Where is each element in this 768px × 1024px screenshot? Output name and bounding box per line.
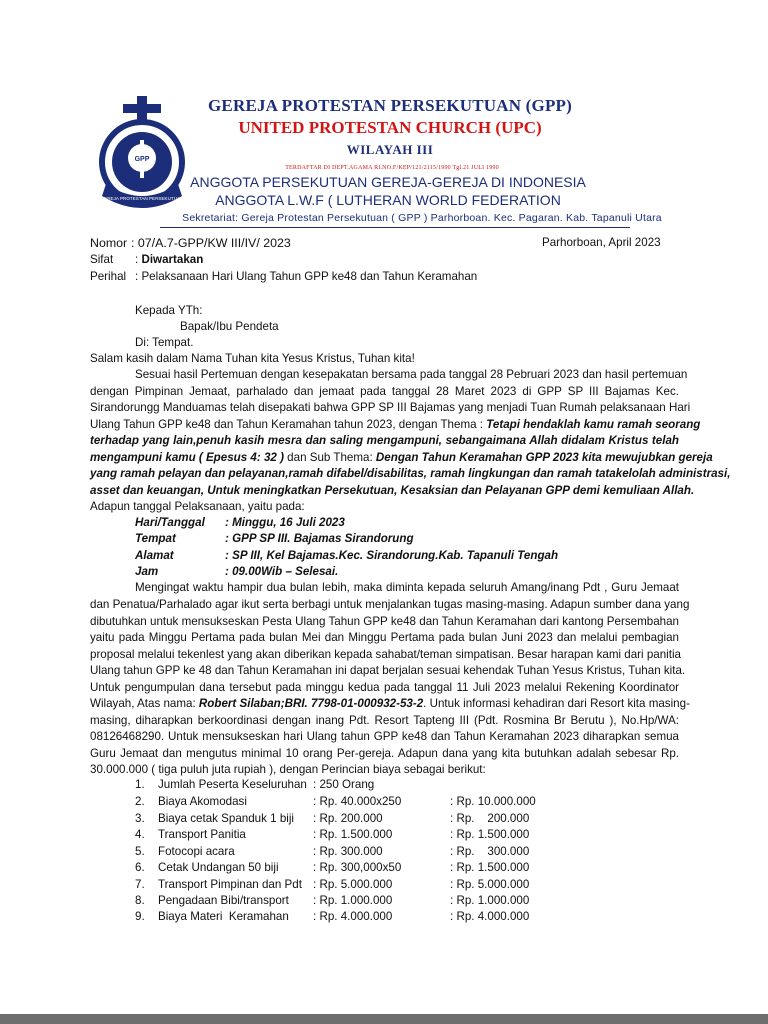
cost-row-3-number: 3. [135, 812, 145, 825]
paragraph-1-line-4-start: Ulang Tahun GPP ke48 dan Tahun Keramahan tahun 2023, dengan Thema : [90, 418, 483, 431]
cost-row-2-calc: : Rp. 40.000x250 [313, 795, 402, 808]
sub-theme-label: dan Sub Thema: [287, 451, 373, 464]
sub-theme-start: Dengan Tahun Keramahan GPP 2023 kita mewujubkan gereja [375, 451, 713, 464]
paragraph-2-line-6: Ulang tahun GPP ke 48 dan Tahun Keramahan ini dapat berjalan sesuai kehendak Tuhan Yesus Kristus, Tuhan kita. [90, 664, 686, 677]
cost-row-8-total: : Rp. 1.000.000 [450, 894, 530, 907]
cost-row-9-number: 9. [135, 910, 145, 923]
schedule-label-3: Alamat [135, 549, 174, 562]
cost-row-8-number: 8. [135, 894, 145, 907]
cost-row-6-item: Cetak Undangan 50 biji [158, 861, 279, 874]
sifat-row [135, 253, 203, 267]
sub-theme-middle: yang ramah pelayan dan pelayanan,ramah difabel/disabilitas, ramah lingkungan dan ramah tatakelolah administrasi, [90, 467, 731, 480]
paragraph-2-line-4: yaitu pada Minggu Pertama pada bulan Mei dan Minggu Pertama pada bulan Juni 2023 dan melalui pembagian [90, 631, 679, 644]
letterhead-divider [160, 227, 630, 228]
cost-row-9-total: : Rp. 4.000.000 [450, 910, 530, 923]
schedule-label-2: Tempat [135, 532, 176, 545]
cost-row-3-total: : Rp. 200.000 [450, 812, 530, 825]
paragraph-2-line-9: masing, diharapkan berkoordinasi dengan inang Pdt. Resort Tapteng III (Pdt. Rosmina Br Berutu ), No.Hp/WA: [90, 714, 679, 727]
letterhead-region: WILAYAH III [346, 142, 434, 157]
schedule-label-1: Hari/Tanggal [135, 516, 205, 529]
cost-row-3-item: Biaya cetak Spanduk 1 biji [158, 812, 294, 825]
letterhead-secretariat: Sekretariat: Gereja Protestan Persekutuan ( GPP ) Parhorboan. Kec. Pagaran. Kab. Tapanuli Utara [182, 212, 662, 224]
paragraph-1-line-2: dengan Pimpinan Jemaat, parhalado dan jemaat pada tanggal 28 Maret 2023 di GPP SP III Bajamas Kec. [90, 385, 679, 398]
address-line-1: Kepada YTh: [135, 304, 203, 317]
account-label: Wilayah, Atas nama: [90, 697, 196, 710]
address-line-2: Bapak/Ibu Pendeta [180, 320, 279, 333]
paragraph-2-line-5: proposal melalui tekenlest yang akan diberikan kepada sahabat/teman simpatisan. Besar harapan kami dari panitia [90, 648, 681, 661]
nomor-label: Nomor [90, 236, 128, 250]
cost-row-5-total: : Rp. 300.000 [450, 845, 530, 858]
schedule-value-4: : 09.00Wib – Selesai. [225, 565, 339, 578]
theme-text-middle: terhadap yang lain,penuh kasih mesra dan saling mengampuni, sebangaimana Allah didalam Kristus telah [90, 434, 679, 447]
letterhead-membership-pgi: ANGGOTA PERSEKUTUAN GEREJA-GEREJA DI INDONESIA [190, 174, 586, 190]
cost-row-3-calc: : Rp. 200.000 [313, 812, 383, 825]
cost-row-8-item: Pengadaan Bibi/transport [158, 894, 289, 907]
cost-row-6-total: : Rp. 1.500.000 [450, 861, 530, 874]
paragraph-1-line-4 [90, 417, 701, 434]
paragraph-2-line-10: 08126468290. Untuk mensukseskan hari Ulang tahun GPP ke48 dan Tahun Keramahan 2023 diharapkan semua [90, 730, 679, 743]
perihal-value: : Pelaksanaan Hari Ulang Tahun GPP ke48 dan Tahun Keramahan [135, 270, 478, 283]
cost-row-1-number: 1. [135, 778, 145, 791]
cost-row-7-number: 7. [135, 878, 145, 891]
letterhead-registration: TERDAFTAR DI DEPT.AGAMA RI.NO.F/KEP/121/2115/1990 Tgl.21 JULI 1990 [285, 165, 499, 171]
cost-row-9-item: Biaya Materi Keramahan [158, 910, 289, 923]
logo-ribbon-text: GEREJA PROTESTAN PERSEKUTUAN [100, 196, 184, 201]
cost-row-4-total: : Rp. 1.500.000 [450, 828, 530, 841]
cost-row-5-item: Fotocopi acara [158, 845, 235, 858]
cost-row-7-total: : Rp. 5.000.000 [450, 878, 530, 891]
cost-row-6-number: 6. [135, 861, 145, 874]
cost-row-2-item: Biaya Akomodasi [158, 795, 247, 808]
paragraph-1-line-1: Sesuai hasil Pertemuan dengan kesepakatan bersama pada tanggal 28 Pebruari 2023 dan hasil pertemuan [135, 368, 688, 381]
cost-row-7-item: Transport Pimpinan dan Pdt [158, 878, 302, 891]
sub-theme-end: asset dan keuangan, Untuk meningkatkan Persekutuan, Kesaksian dan Pelayanan GPP demi kemuliaan Allah. [90, 484, 695, 497]
cost-row-8-calc: : Rp. 1.000.000 [313, 894, 393, 907]
logo-letters: GPP [134, 156, 150, 163]
theme-text-end: mengampuni kamu ( Epesus 4: 32 ) [90, 451, 284, 464]
sifat-colon: : [135, 253, 142, 266]
schedule-intro: Adapun tanggal Pelaksanaan, yaitu pada: [90, 500, 305, 513]
nomor-value: : 07/A.7-GPP/KW III/IV/ 2023 [131, 236, 291, 250]
schedule-value-1: : Minggu, 16 Juli 2023 [225, 516, 345, 529]
schedule-label-4: Jam [135, 565, 159, 578]
perihal-label: Perihal [90, 270, 127, 283]
cost-row-6-calc: : Rp. 300,000x50 [313, 861, 402, 874]
letterhead-church-name: GEREJA PROTESTAN PERSEKUTUAN (GPP) [208, 96, 572, 115]
paragraph-2-line-8 [90, 696, 690, 713]
cost-row-2-number: 2. [135, 795, 145, 808]
paragraph-2-line-3: dibutuhkan untuk mensukseskan Pesta Ulang Tahun GPP ke48 dan Tahun Keramahan dari kantong Persembahan [90, 615, 679, 628]
cost-row-7-calc: : Rp. 5.000.000 [313, 878, 393, 891]
schedule-value-3: : SP III, Kel Bajamas.Kec. Sirandorung.Kab. Tapanuli Tengah [225, 549, 559, 562]
place-date: Parhorboan, April 2023 [542, 236, 661, 249]
letterhead-english-name: UNITED PROTESTAN CHURCH (UPC) [238, 118, 542, 137]
cost-row-1-item: Jumlah Peserta Keseluruhan [158, 778, 307, 791]
theme-text-start: Tetapi hendaklah kamu ramah seorang [486, 418, 701, 431]
sifat-value: Diwartakan [141, 253, 204, 266]
cost-row-9-calc: : Rp. 4.000.000 [313, 910, 393, 923]
sifat-label: Sifat [90, 253, 114, 266]
address-line-3: Di: Tempat. [135, 336, 194, 349]
paragraph-1-line-3: Sirandorungg Manduamas telah disepakati bahwa GPP SP III Bajamas yang menjadi Tuan Rumah pelaksanaan Hari [90, 401, 691, 414]
schedule-value-2: : GPP SP III. Bajamas Sirandorung [225, 532, 414, 545]
cost-row-1-calc: : 250 Orang [313, 778, 375, 791]
bank-account: Robert Silaban;BRI. 7798-01-000932-53-2 [198, 697, 424, 710]
paragraph-2-line-7: Untuk pengumpulan dana tersebut pada minggu kedua pada tanggal 11 Juli 2023 melalui Rekening Koordinator [90, 681, 679, 694]
paragraph-2-line-1: Mengingat waktu hampir dua bulan lebih, maka diminta kepada seluruh Amang/inang Pdt , Guru Jemaat [135, 581, 679, 594]
cost-row-4-item: Transport Panitia [158, 828, 246, 841]
greeting: Salam kasih dalam Nama Tuhan kita Yesus Kristus, Tuhan kita! [90, 352, 415, 365]
letterhead-membership-lwf: ANGGOTA L.W.F ( LUTHERAN WORLD FEDERATION [215, 192, 561, 208]
cost-row-4-number: 4. [135, 828, 145, 841]
paragraph-2-line-8-end: . Untuk informasi kehadiran dari Resort kita masing- [423, 697, 690, 710]
paragraph-2-line-12: 30.000.000 ( tiga puluh juta rupiah ), dengan Perincian biaya sebagai berikut: [90, 763, 486, 776]
cost-row-2-total: : Rp. 10.000.000 [450, 795, 536, 808]
paragraph-2-line-11: Guru Jemaat dan mengutus minimal 10 orang Per-gereja. Adapun dana yang kita butuhkan adalah sebesar Rp. [90, 747, 679, 760]
paragraph-2-line-2: dan Penatua/Parhalado agar ikut serta berbagi untuk menjalankan tugas masing-masing. Adapun sumber dana yang [90, 598, 690, 611]
cost-row-4-calc: : Rp. 1.500.000 [313, 828, 393, 841]
cost-row-5-calc: : Rp. 300.000 [313, 845, 383, 858]
cost-row-5-number: 5. [135, 845, 145, 858]
paragraph-1-line-6 [90, 450, 713, 467]
